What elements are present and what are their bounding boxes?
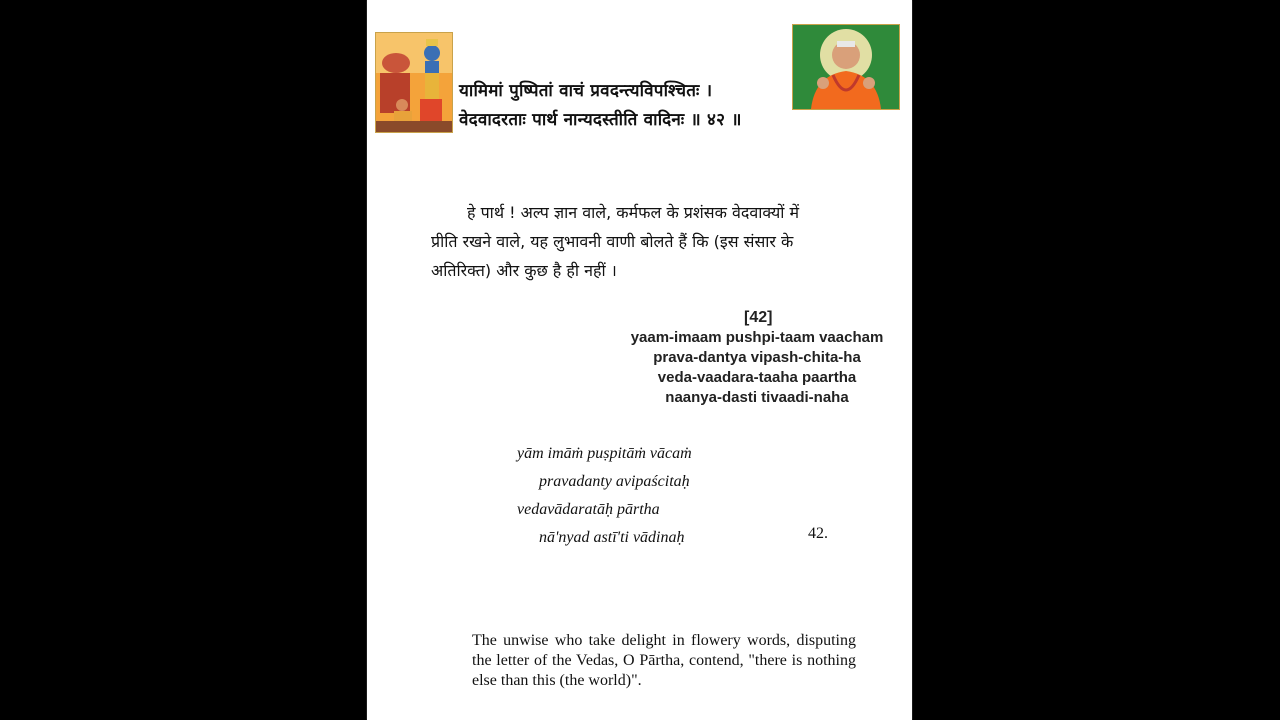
hindi-line: अतिरिक्त) और कुछ है ही नहीं । bbox=[431, 261, 617, 280]
krishna-arjuna-icon bbox=[376, 33, 452, 132]
transliteration-line: yaam-imaam pushpi-taam vaacham bbox=[630, 329, 884, 346]
sanskrit-line-1: यामिमां पुष्पितां वाचं प्रवदन्त्यविपश्चितः । bbox=[459, 81, 713, 101]
transliteration-line: veda-vaadara-taaha paartha bbox=[657, 369, 857, 386]
iast-verse-block bbox=[517, 440, 727, 552]
english-translation bbox=[436, 631, 856, 691]
sanskrit-line-2: वेदवादरताः पार्थ नान्यदस्तीति वादिनः ॥ ४२ ॥ bbox=[459, 110, 742, 130]
hindi-line: हे पार्थ ! अल्प ज्ञान वाले, कर्मफल के प्रशंसक वेदवाक्यों में bbox=[467, 203, 800, 222]
guru-portrait-icon bbox=[793, 25, 899, 109]
guru-portrait-image bbox=[792, 24, 900, 110]
hindi-translation bbox=[431, 198, 871, 285]
krishna-arjuna-image bbox=[375, 32, 453, 133]
iast-line: vedavādaratāḥ pārtha bbox=[517, 501, 660, 518]
transliteration-line: naanya-dasti tivaadi-naha bbox=[665, 389, 849, 406]
hindi-line: प्रीति रखने वाले, यह लुभावनी वाणी बोलते हैं कि (इस संसार के bbox=[431, 232, 794, 251]
verse-number: [42] bbox=[744, 309, 773, 326]
scripture-page bbox=[367, 0, 912, 720]
iast-line: nā'nyad astī'ti vādinaḥ bbox=[539, 529, 685, 546]
transliteration-block bbox=[607, 328, 907, 408]
english-text: The unwise who take delight in flowery words, disputing the letter of the Vedas, O Pārtha, contend, "there is nothing else than this (the world)". bbox=[472, 632, 856, 689]
iast-verse-number: 42. bbox=[808, 525, 828, 542]
iast-line: yām imāṁ puṣpitāṁ vācaṁ bbox=[517, 445, 692, 462]
transliteration-line: prava-dantya vipash-chita-ha bbox=[653, 349, 861, 366]
iast-line: pravadanty avipaścitaḥ bbox=[539, 473, 690, 490]
